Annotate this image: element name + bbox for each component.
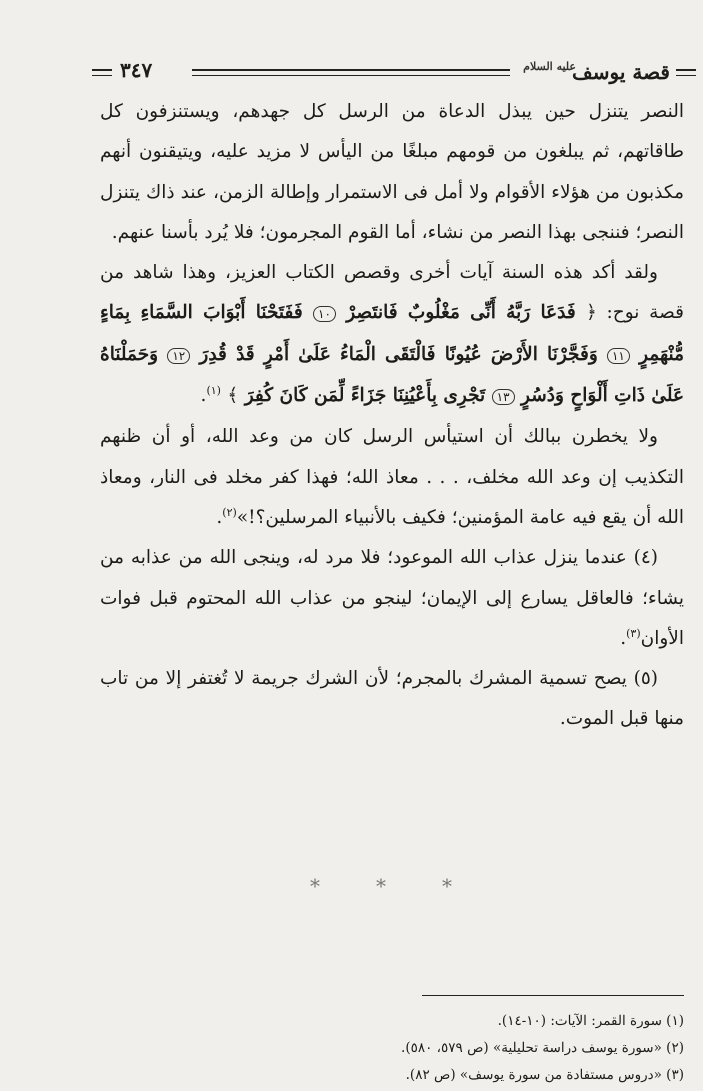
paragraph: النصر يتنزل حين يبذل الدعاة من الرسل كل جهدهم، ويستنزفون كل طاقاتهم، ثم يبلغون من قومهم مبلغًا من اليأس لا مزيد عليه، ويتيقنون أنهم مكذبون من هؤلاء الأقوام ولا أمل فى الاستمرار وإطالة الزمن، عند ذاك يتنزل النصر؛ فننجى بهذا النصر من نشاء، أما القوم المجرمون؛ فلا يُرد بأسنا عنهم. [100, 101, 684, 243]
header-dash-right-2 [676, 75, 696, 76]
honorific-mark: عليه السلام [523, 60, 576, 73]
verse-text: فَفَتَحْنَا أَبْوَابَ السَّمَاءِ بِمَاءٍ مُّنْهَمِرٍ [100, 302, 684, 365]
asterisk-ornament: * [310, 874, 320, 898]
asterisk-ornament: * [376, 874, 386, 898]
header-rule [192, 69, 510, 71]
footnote: (١) سورة القمر: الآيات: (١٠-١٤). [497, 1013, 684, 1029]
quran-quote [100, 302, 684, 406]
footnote-ref: (٣) [626, 626, 641, 640]
paragraph [100, 538, 684, 659]
verse-text: وَحَمَلْنَاهُ عَلَىٰ ذَاتِ أَلْوَاحٍ وَدُسُرٍ [100, 343, 684, 407]
header-dash-left-2 [92, 75, 112, 76]
main-text [100, 92, 684, 740]
paragraph: (٥) يصح تسمية المشرك بالمجرم؛ لأن الشرك جريمة لا تُغتفر إلا من تاب منها قبل الموت. [100, 668, 684, 730]
asterisk-ornament: * [442, 874, 452, 898]
page-number: ٣٤٧ [120, 58, 153, 82]
verse-number: ١٠ [313, 306, 336, 322]
running-title: قصة يوسف [572, 60, 670, 84]
header-dash-right [676, 69, 696, 71]
verse-text: فَدَعَا رَبَّهُ أَنِّى مَغْلُوبٌ فَانتَصِرْ [346, 302, 576, 324]
running-header [92, 58, 696, 92]
footnotes [84, 1008, 684, 1089]
verse-number: ١٢ [167, 348, 190, 364]
footnote: (٣) «دروس مستفادة من سورة يوسف» (ص ٨٢). [405, 1067, 684, 1083]
footnote-rule [422, 995, 684, 996]
footnote-ref: (٢) [222, 505, 237, 519]
verse-text: تَجْرِى بِأَعْيُنِنَا جَزَاءً لِّمَن كَانَ كُفِرَ [244, 385, 486, 407]
verse-number: ١٣ [492, 389, 515, 405]
section-separator [0, 874, 703, 904]
sentence-end: . [216, 506, 223, 528]
footnote: (٢) «سورة يوسف دراسة تحليلية» (ص ٥٧٩، ٥٨٠). [401, 1040, 684, 1056]
paragraph-text: (٤) عندما ينزل عذاب الله الموعود؛ فلا مرد له، وينجى الله من عذابه من يشاء؛ فالعاقل يسارع إلى الإيمان؛ لينجو من عذاب الله المحتوم قبل فوات الأوان [100, 547, 684, 649]
paragraph-text: ولا يخطرن ببالك أن استيأس الرسل كان من وعد الله، أو أن ظنهم التكذيب إن وعد الله مخلف، . . . معاذ الله؛ فهذا كفر مخلد فى النار، ومعاذ الله أن يقع فيه عامة المؤمنين؛ فكيف بالأنبياء المرسلين؟!» [100, 426, 684, 528]
sentence-end: . [200, 385, 207, 407]
quote-intro: ولقد أكد هذه السنة آيات أخرى وقصص الكتاب العزيز، وهذا شاهد من قصة نوح: [100, 262, 684, 324]
sentence-end: . [620, 627, 627, 649]
verse-number: ١١ [607, 348, 630, 364]
footnote-ref: (١) [206, 383, 221, 397]
header-rule-thin [192, 75, 510, 76]
header-dash-left [92, 69, 112, 71]
paragraph-quran-quote [100, 253, 684, 417]
paragraph [100, 417, 684, 538]
quran-close-bracket: ﴾ [227, 385, 239, 407]
quran-open-bracket: ﴿ [585, 302, 597, 324]
verse-text: وَفَجَّرْنَا الأَرْضَ عُيُونًا فَالْتَقَى الْمَاءُ عَلَىٰ أَمْرٍ قَدْ قُدِرَ [199, 343, 598, 365]
